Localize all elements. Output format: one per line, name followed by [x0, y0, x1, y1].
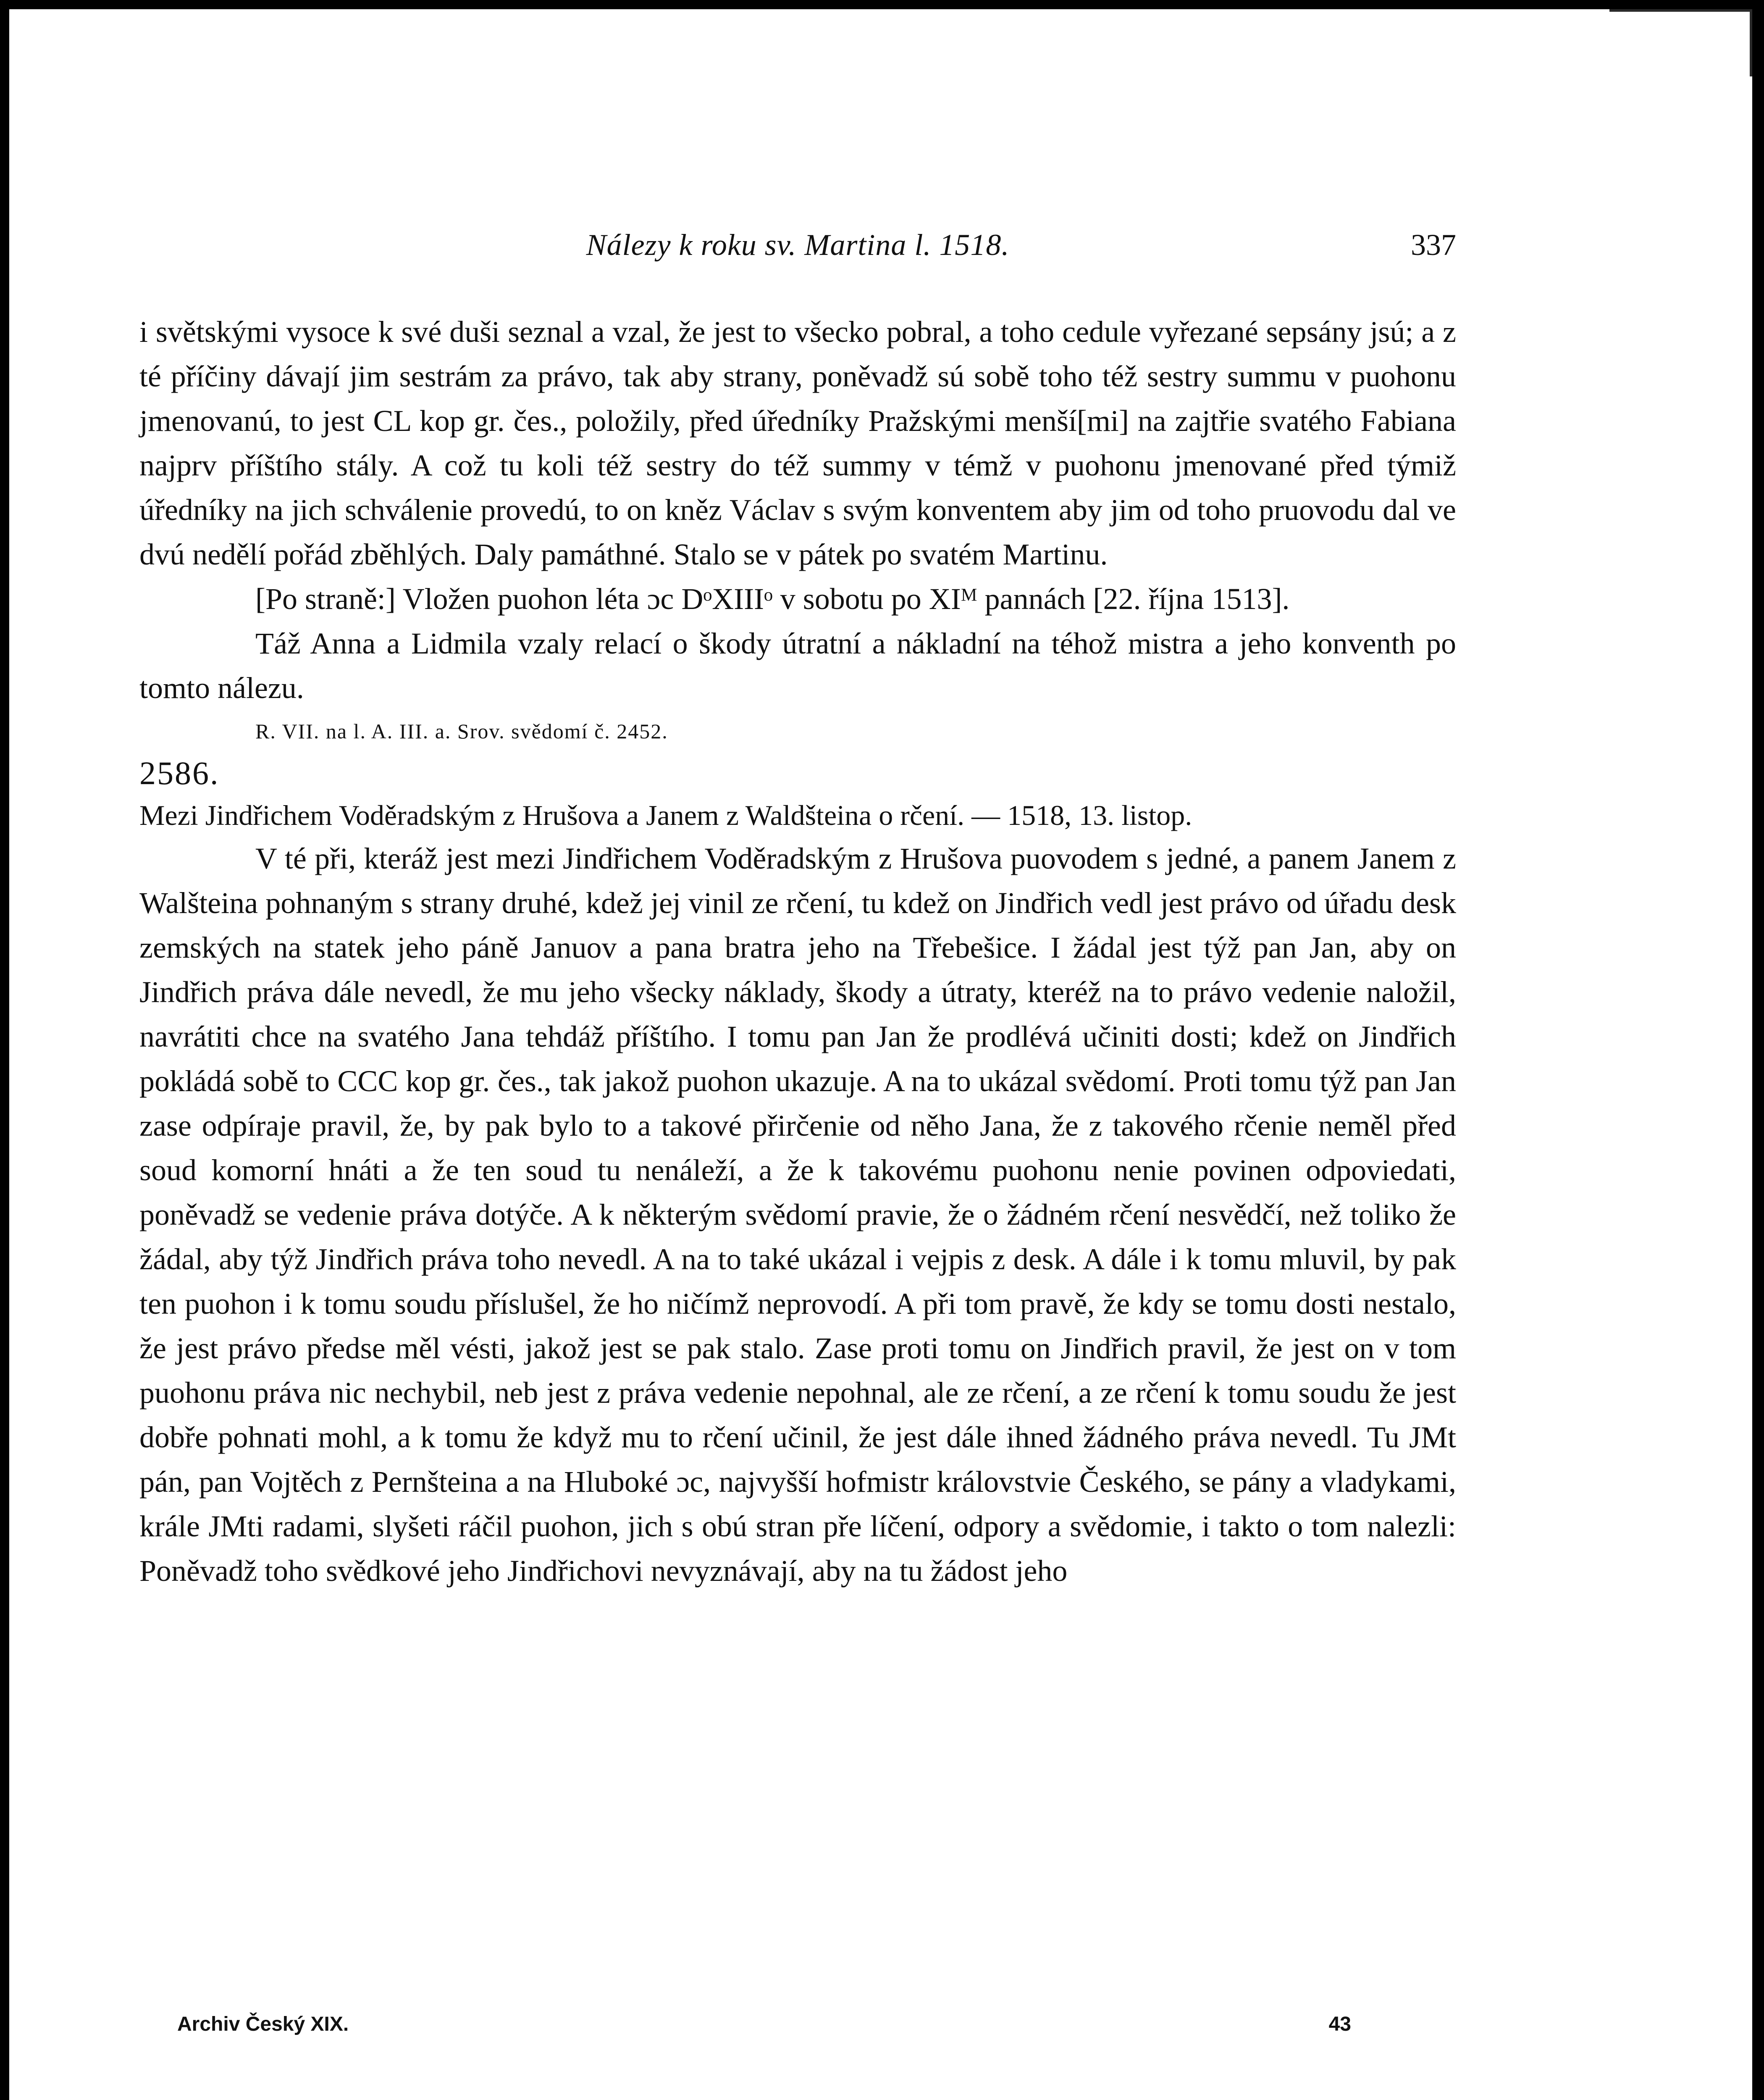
- scan-edge-mark: [1609, 9, 1752, 12]
- paragraph-margin-note: [Po straně:] Vložen puohon léta ɔc DᵒXIIIᵒ v sobotu po XIᴹ pannách [22. října 1513].: [255, 582, 1290, 616]
- page-number: 337: [1411, 228, 1456, 262]
- page-body: [139, 310, 1456, 1593]
- page-footer: [139, 2013, 1456, 2046]
- document-summary: Mezi Jindřichem Voděradským z Hrušova a Janem z Waldšteina o rčení. — 1518, 13. listop.: [139, 799, 1192, 831]
- page-header: [139, 228, 1456, 274]
- paragraph-continuation: i světskými vysoce k své duši seznal a vzal, že jest to všecko pobral, a toho cedule vyřezané sepsány jsú; a z té příčiny dávají jim sestrám za právo, tak aby strany, poněvadž sú sobě toho též sestry summu v puohonu jmenovanú, to jest CL kop gr. čes., položily, před úředníky Pražskými menší[mi] na zajtřie svatého Fabiana najprv příštího stály. A což tu koli též sestry do též summy v témž v puohonu jmenované před týmiž úředníky na jich schválenie provedú, to on kněz Václav s svým konventem aby jim od toho pruovodu dal ve dvú nedělí pořád zběhlých. Daly památhné. Stalo se v pátek po svatém Martinu.: [139, 315, 1456, 571]
- source-note: R. VII. na l. A. III. a. Srov. svědomí č. 2452.: [255, 719, 668, 743]
- document-page: [9, 9, 1752, 2100]
- footer-signature: Archiv Český XIX.: [177, 2013, 349, 2035]
- document-number: 2586.: [139, 755, 220, 791]
- running-title: Nálezy k roku sv. Martina l. 1518.: [586, 228, 1010, 262]
- paragraph-ruling: V té při, kteráž jest mezi Jindřichem Voděradským z Hrušova puovodem s jedné, a panem Janem z Walšteina pohnaným s strany druhé, kdež jej vinil ze rčení, tu kdež on Jindřich vedl jest právo od úřadu desk zemských na statek jeho páně Januov a pana bratra jeho na Třebešice. I žádal jest týž pan Jan, aby on Jindřich práva dále nevedl, že mu jeho všecky náklady, škody a útraty, kteréž na to právo vedenie naložil, navrátiti chce na svatého Jana tehdáž příštího. I tomu pan Jan že prodlévá učiniti dosti; kdež on Jindřich pokládá sobě to CCC kop gr. čes., tak jakož puohon ukazuje. A na to ukázal svědomí. Proti tomu týž pan Jan zase odpíraje pravil, že, by pak bylo to a takové přirčenie od něho Jana, že z takového rčenie neměl před soud komorní hnáti a že ten soud tu nenáleží, a že k takovému puohonu nenie povinen odpoviedati, poněvadž se vedenie práva dotýče. A k některým svědomí pravie, že o žádném rčení nesvědčí, než toliko že žádal, aby týž Jindřich práva toho nevedl. A na to také ukázal i vejpis z desk. A dále i k tomu mluvil, by pak ten puohon i k tomu soudu příslušel, že ho ničímž neprovodí. A při tom pravě, že kdy se tomu dosti nestalo, že jest právo předse měl vésti, jakož jest se pak stalo. Zase proti tomu on Jindřich pravil, že jest on v tom puohonu práva nic nechybil, neb jest z práva vedenie nepohnal, ale ze rčení, a ze rčení k tomu soudu že jest dobře pohnati mohl, a k tomu že když mu to rčení učinil, že jest dále ihned žádného práva nevedl. Tu JMt pán, pan Vojtěch z Pernšteina a na Hluboké ɔc, najvyšší hofmistr královstvie Českého, se pány a vladykami, krále JMti radami, slyšeti ráčil puohon, jich s obú stran pře líčení, odpory a svědomie, i takto o tom nalezli: Poněvadž toho svědkové jeho Jindřichovi nevyznávají, aby na tu žádost jeho: [139, 842, 1456, 1588]
- paragraph-relation: Táž Anna a Lidmila vzaly relací o škody útratní a nákladní na téhož mistra a jeho konventh po tomto nálezu.: [139, 627, 1456, 705]
- scan-edge-mark: [1750, 9, 1752, 76]
- footer-sheet-number: 43: [1328, 2013, 1351, 2035]
